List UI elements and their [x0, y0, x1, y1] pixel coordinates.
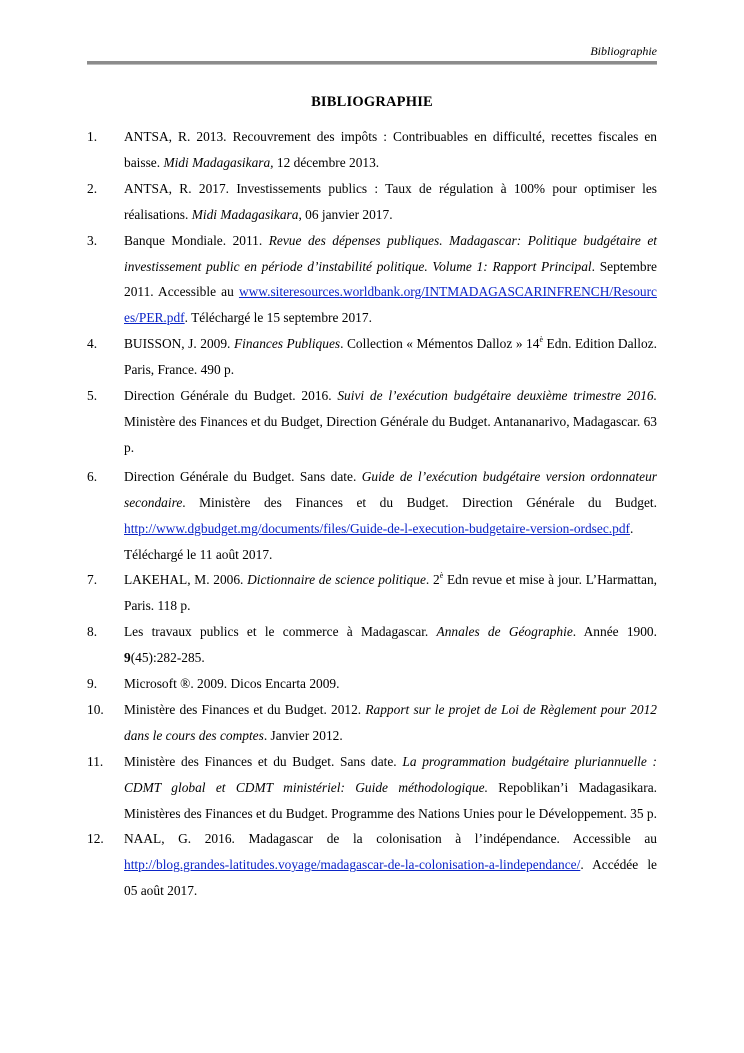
bibliography-list	[87, 124, 657, 904]
bibliography-entry-2	[87, 176, 657, 228]
edition-superscript: è	[439, 571, 444, 581]
entry-url-link[interactable]: www.siteresources.worldbank.org/INTMADAGASCARINFRENCH/Resources/PER.pdf	[124, 284, 657, 326]
entry-url-link[interactable]: http://blog.grandes-latitudes.voyage/madagascar-de-la-colonisation-a-lindependance/	[124, 857, 581, 873]
bibliography-entry-8	[87, 619, 657, 671]
entry-number: 6.	[87, 468, 98, 484]
entry-title: La programmation budgétaire pluriannuelle : CDMT global et CDMT ministériel: Guide méthodologique.	[124, 753, 657, 795]
entry-details: Madagascar de la colonisation à l’indépendance. Accessible au	[234, 831, 657, 847]
entry-number: 8.	[87, 624, 98, 640]
bibliography-entry-5	[87, 383, 657, 461]
entry-details: . Septembre 2011. Accessible au	[124, 258, 657, 300]
entry-number: 12.	[87, 831, 104, 847]
entry-source: Midi Madagasikara	[191, 206, 299, 222]
entry-details: Ministère des Finances et du Budget, Direction Générale du Budget. Antananarivo, Madagascar. 63 p.	[124, 413, 657, 455]
entry-author: Les travaux publics et le commerce à Madagascar.	[124, 624, 429, 640]
entry-author: ANTSA, R. 2013.	[124, 129, 227, 144]
entry-details: . Ministère des Finances et du Budget. Direction Générale du Budget.	[182, 494, 657, 510]
entry-number: 4.	[87, 336, 98, 352]
running-header: Bibliographie	[590, 44, 657, 58]
entry-details: Repoblikan’i Madagasikara. Ministères des Finances et du Budget. Programme des Nations Unies pour le Développement. 35 p.	[124, 779, 657, 821]
entry-title: Annales de Géographie	[436, 624, 573, 640]
entry-number: 1.	[87, 129, 98, 144]
entry-number: 3.	[87, 232, 98, 248]
edition-superscript: è	[539, 335, 543, 345]
entry-author: NAAL, G. 2016.	[124, 831, 235, 847]
entry-accessed: . Accédée le 05 août 2017.	[124, 857, 657, 899]
entry-title: Rapport sur le projet de Loi de Règlement pour 2012 dans le cours des comptes	[124, 701, 657, 743]
entry-author: Ministère des Finances et du Budget. 2012.	[124, 701, 362, 717]
entry-author: Microsoft ®. 2009.	[124, 676, 228, 692]
entry-title: Suivi de l’exécution budgétaire deuxième trimestre 2016.	[337, 388, 657, 404]
entry-author: ANTSA, R. 2017.	[124, 180, 229, 196]
bibliography-entry-3	[87, 228, 657, 332]
entry-author: LAKEHAL, M. 2006.	[124, 572, 244, 588]
entry-url-link[interactable]: http://www.dgbudget.mg/documents/files/Guide-de-l-execution-budgetaire-version-ordsec.pdf	[124, 520, 630, 536]
entry-number: 2.	[87, 180, 98, 196]
entry-number: 10.	[87, 701, 104, 717]
entry-number: 7.	[87, 572, 98, 588]
entry-title: Recouvrement des impôts : Contribuables en difficulté, recettes fiscales en baisse.	[124, 129, 657, 170]
entry-author: BUISSON, J. 2009.	[124, 336, 231, 352]
entry-date: 12 décembre 2013.	[276, 154, 380, 170]
entry-number: 11.	[87, 753, 104, 769]
entry-accessed: . Téléchargé le 11 août 2017.	[124, 520, 634, 562]
bibliography-entry-7	[87, 567, 657, 619]
entry-number: 9.	[87, 676, 98, 692]
entry-details: . 2	[425, 572, 440, 588]
entry-author: Direction Générale du Budget. 2016.	[124, 388, 332, 404]
entry-source: Midi Madagasikara,	[163, 154, 274, 170]
bibliography-entry-10	[87, 697, 657, 749]
entry-title: Dictionnaire de science politique	[247, 572, 426, 588]
bibliography-entry-4	[87, 331, 657, 383]
entry-details-cont: Edn revue et mise à jour. L’Harmattan, Paris. 118 p.	[124, 572, 657, 614]
entry-details: . Collection « Mémentos Dalloz » 14	[340, 336, 540, 352]
bibliography-entry-6	[87, 464, 657, 568]
entry-details: Dicos Encarta 2009.	[227, 676, 340, 692]
bibliography-entry-12	[87, 826, 657, 904]
entry-author: Direction Générale du Budget. Sans date.	[124, 468, 357, 484]
entry-author: Banque Mondiale. 2011.	[124, 232, 263, 248]
entry-author: Ministère des Finances et du Budget. Sans date.	[124, 753, 397, 769]
bibliography-entry-11	[87, 749, 657, 827]
header-rule	[87, 61, 657, 65]
page-title: BIBLIOGRAPHIE	[311, 94, 433, 110]
entry-details-cont: (45):282-285.	[130, 650, 205, 666]
entry-details-cont: Edn. Edition Dalloz. Paris, France. 490 p.	[124, 336, 657, 378]
entry-title: Investissements publics : Taux de régulation à 100% pour optimiser les réalisations.	[124, 180, 657, 222]
bibliography-entry-1	[87, 124, 657, 176]
entry-title: Revue des dépenses publiques. Madagascar: Politique budgétaire et investissement public en période d’instabilité politique. Volume 1: Rapport Principal	[124, 232, 657, 274]
entry-volume: 9	[124, 650, 131, 666]
entry-details: . Janvier 2012.	[263, 727, 343, 743]
entry-details: . Année 1900.	[572, 624, 657, 640]
entry-title: Guide de l’exécution budgétaire version ordonnateur secondaire	[124, 468, 657, 510]
entry-accessed: . Téléchargé le 15 septembre 2017.	[184, 310, 372, 326]
entry-title: Finances Publiques	[233, 336, 341, 352]
entry-date: , 06 janvier 2017.	[298, 206, 393, 222]
entry-number: 5.	[87, 388, 98, 404]
bibliography-entry-9	[87, 671, 657, 697]
